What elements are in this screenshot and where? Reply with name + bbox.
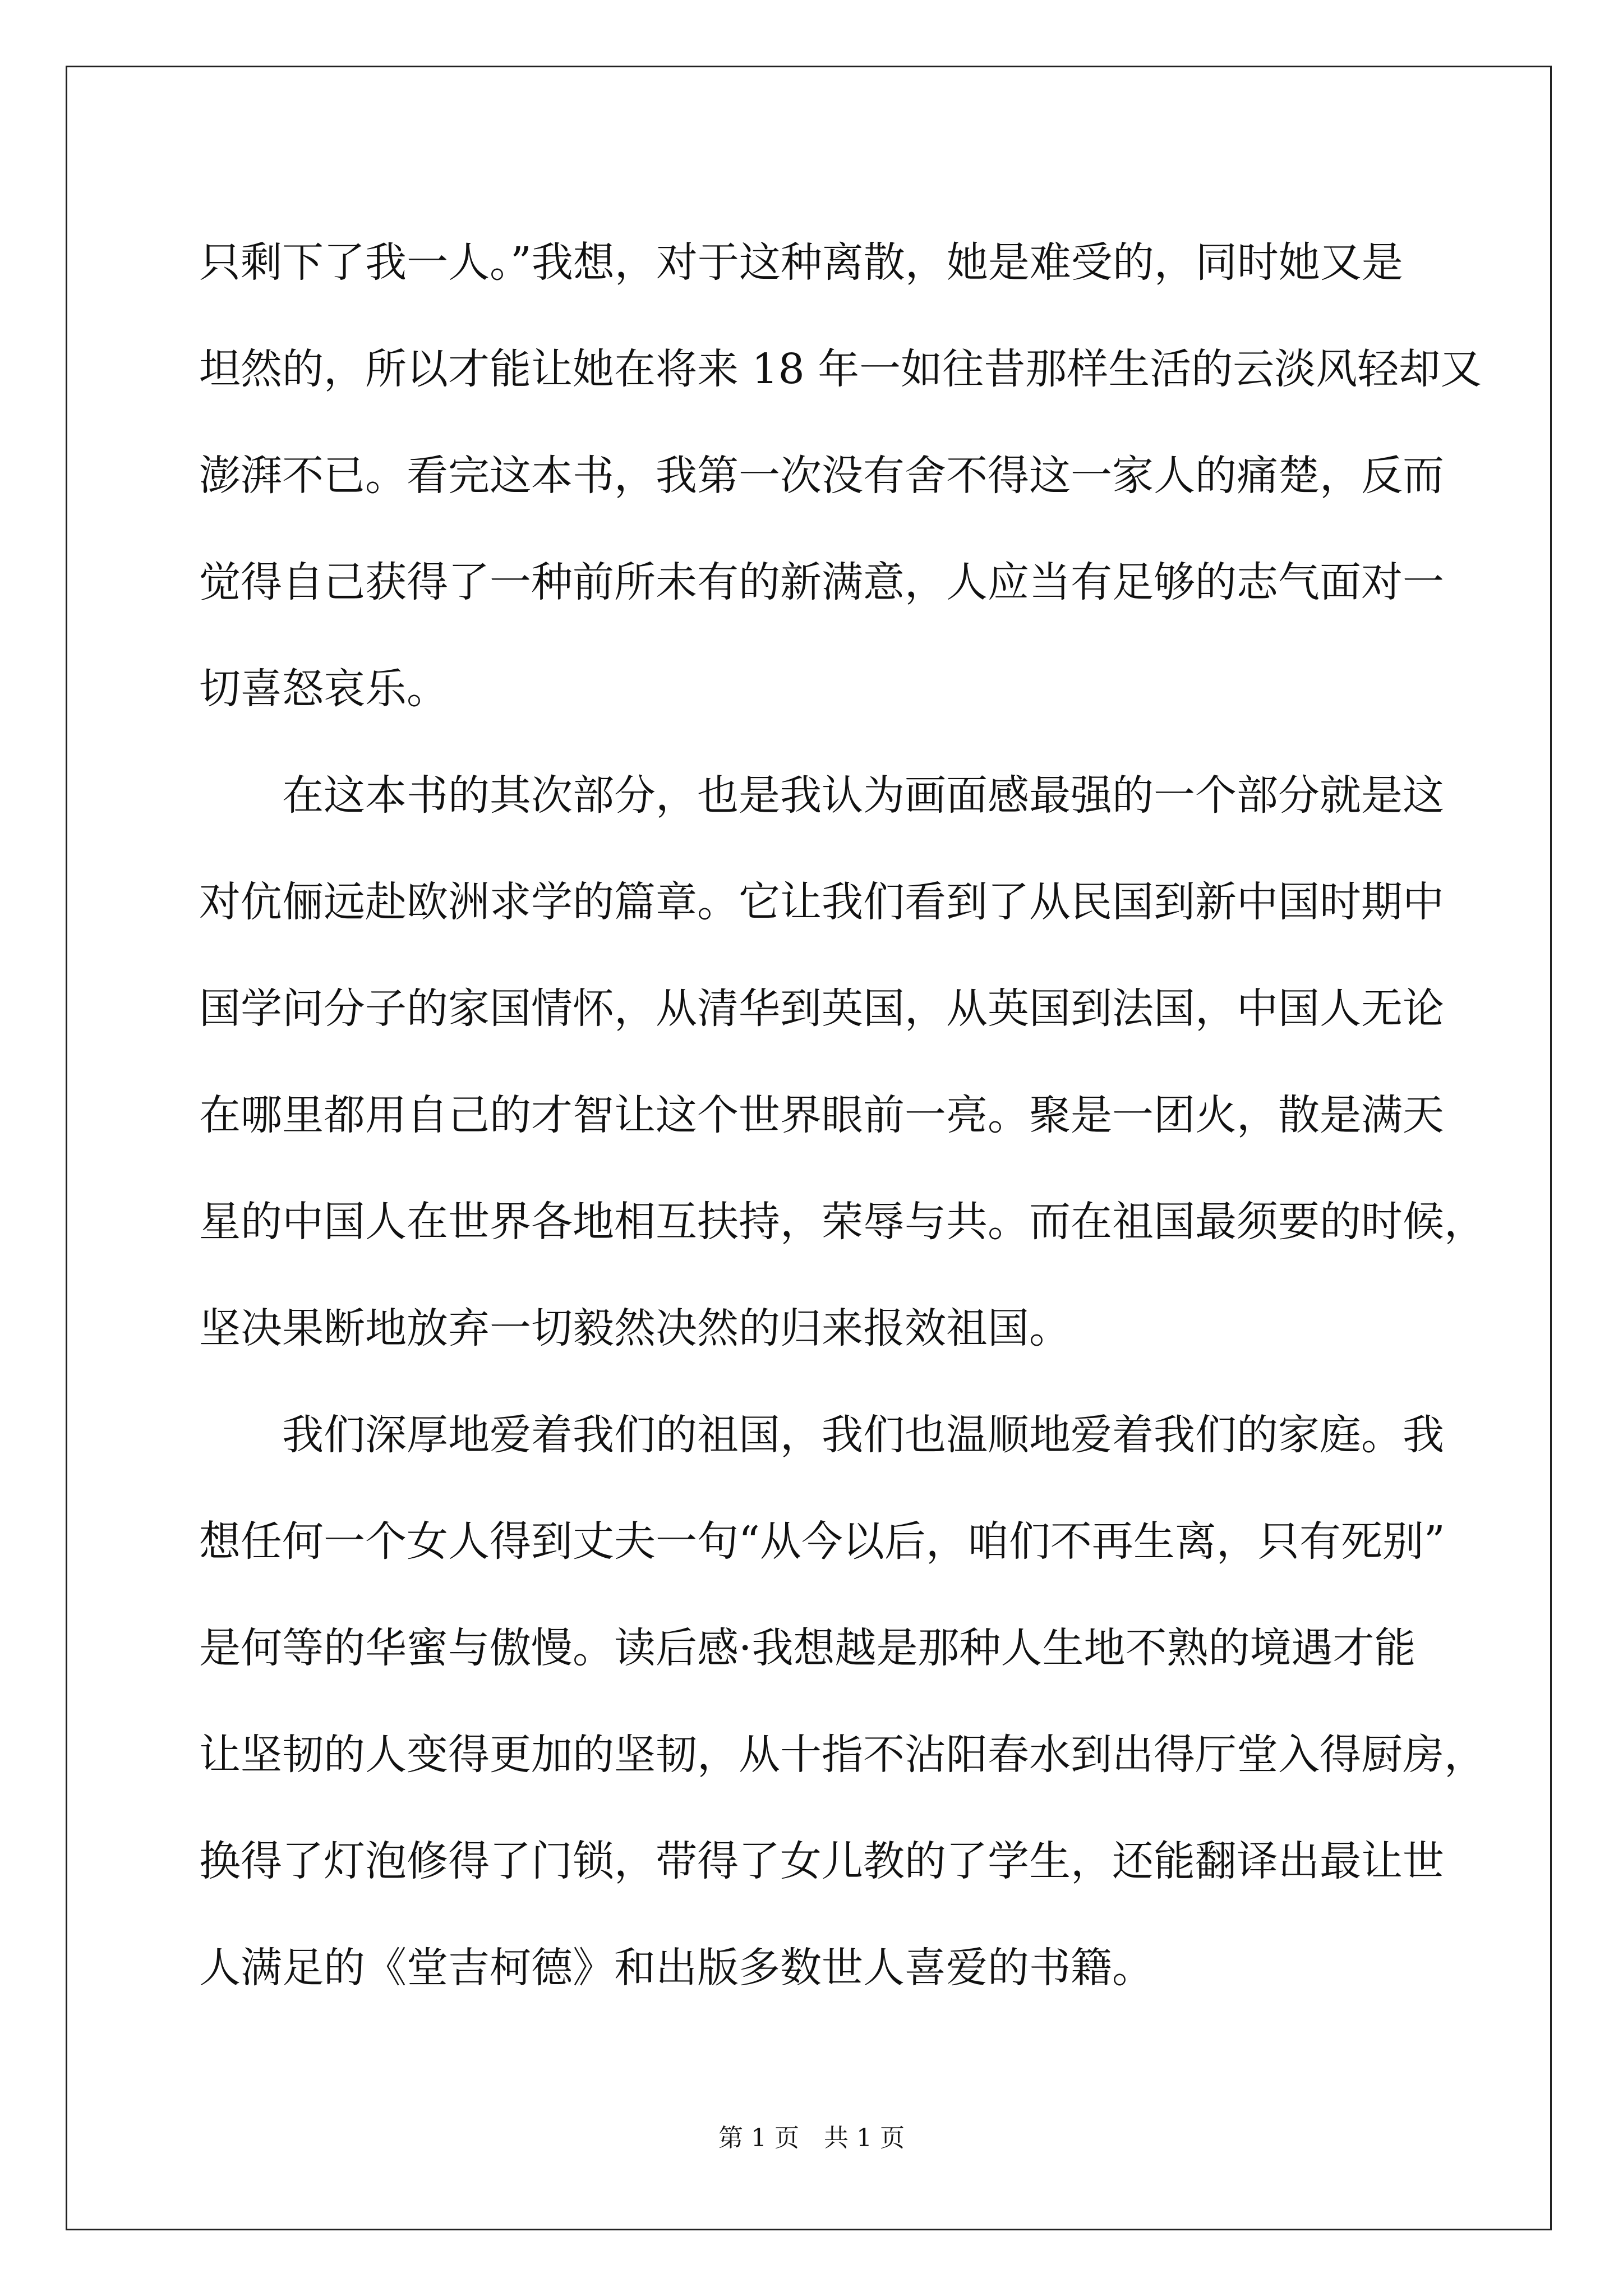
text-line: 换得了灯泡修得了门锁，带得了女儿教的了学生，还能翻译出最让世	[199, 1837, 1444, 1885]
text-line: 对伉俪远赴欧洲求学的篇章。它让我们看到了从民国到新中国时期中	[199, 878, 1444, 926]
text-line: 人满足的《堂吉柯德》和出版多数世人喜爱的书籍。	[199, 1944, 1154, 1992]
text-line: 觉得自己获得了一种前所未有的新满意，人应当有足够的志气面对一	[199, 558, 1444, 606]
text-line: 让坚韧的人变得更加的坚韧，从十指不沾阳春水到出得厅堂入得厨房，	[199, 1731, 1486, 1779]
text-line: 是何等的华蜜与傲慢。读后感·我想越是那种人生地不熟的境遇才能	[199, 1624, 1416, 1672]
text-line: 在哪里都用自己的才智让这个世界眼前一亮。聚是一团火，散是满天	[199, 1091, 1444, 1139]
text-line: 只剩下了我一人。”我想，对于这种离散，她是难受的，同时她又是	[199, 238, 1403, 287]
page-number: 第 1 页 共 1 页	[718, 2124, 905, 2152]
paragraph-first-line: 在这本书的其次部分，也是我认为画面感最强的一个部分就是这	[282, 771, 1444, 820]
text-line: 切喜怒哀乐。	[199, 665, 448, 713]
text-line: 澎湃不已。看完这本书，我第一次没有舍不得这一家人的痛楚，反而	[199, 452, 1444, 500]
text-line: 想任何一个女人得到丈夫一句“从今以后，咱们不再生离，只有死别”	[199, 1517, 1445, 1566]
text-line: 星的中国人在世界各地相互扶持，荣辱与共。而在祖国最须要的时候，	[199, 1198, 1486, 1246]
document-body	[199, 209, 1486, 2021]
text-line: 国学问分子的家国情怀，从清华到英国，从英国到法国，中国人无论	[199, 984, 1444, 1033]
text-line: 坦然的，所以才能让她在将来 18 年一如往昔那样生活的云淡风轻却又	[199, 345, 1482, 393]
paragraph-first-line: 我们深厚地爱着我们的祖国，我们也温顺地爱着我们的家庭。我	[282, 1411, 1444, 1459]
text-line: 坚决果断地放弃一切毅然决然的归来报效祖国。	[199, 1304, 1071, 1352]
